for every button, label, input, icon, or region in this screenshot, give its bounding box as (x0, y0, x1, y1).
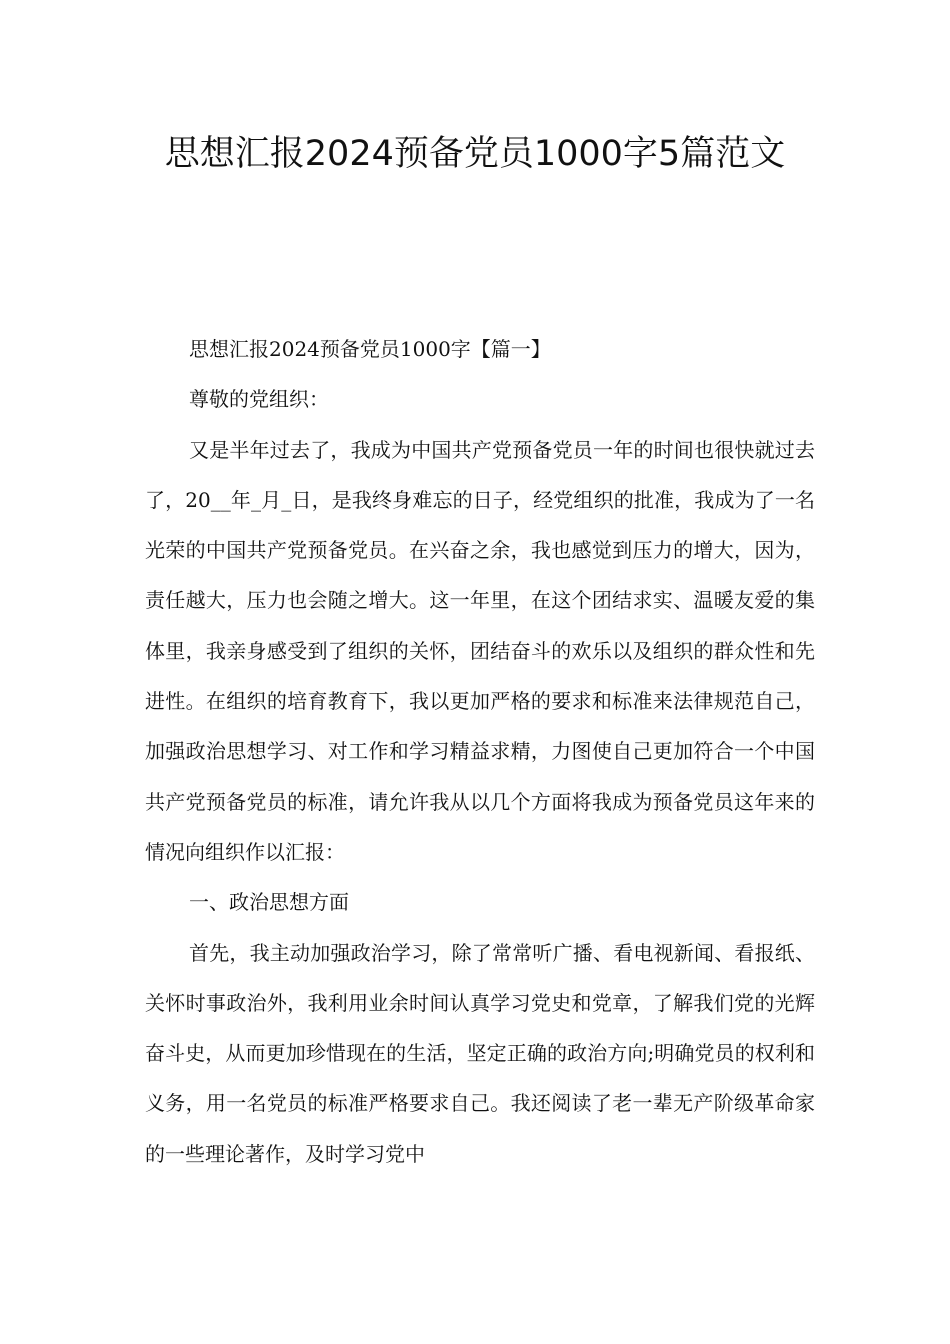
paragraph-2: 首先，我主动加强政治学习，除了常常听广播、看电视新闻、看报纸、关怀时事政治外，我利用业余时间认真学习党史和党章，了解我们党的光辉奋斗史，从而更加珍惜现在的生活，坚定正确的政治方向;明确党员的权利和义务，用一名党员的标准严格要求自己。我还阅读了老一辈无产阶级革命家的一些理论著作，及时学习党中 (145, 940, 815, 1166)
salutation: 尊敬的党组织： (189, 387, 329, 412)
paragraph-1: 又是半年过去了，我成为中国共产党预备党员一年的时间也很快就过去了，20__年_月_日，是我终身难忘的日子，经党组织的批准，我成为了一名光荣的中国共产党预备党员。在兴奋之余，我也感觉到压力的增大，因为，责任越大，压力也会随之增大。这一年里，在这个团结求实、温暖友爱的集体里，我亲身感受到了组织的关怀，团结奋斗的欢乐以及组织的群众性和先进性。在组织的培育教育下，我以更加严格的要求和标准来法律规范自己，加强政治思想学习、对工作和学习精益求精，力图使自己更加符合一个中国共产党预备党员的标准，请允许我从以几个方面将我成为预备党员这年来的情况向组织作以汇报： (145, 437, 815, 864)
heading-political-thought: 一、政治思想方面 (189, 890, 349, 915)
document-body (145, 324, 815, 1179)
document-title: 思想汇报2024预备党员1000字5篇范文 (164, 134, 786, 174)
section-title: 思想汇报2024预备党员1000字【篇一】 (189, 337, 551, 361)
